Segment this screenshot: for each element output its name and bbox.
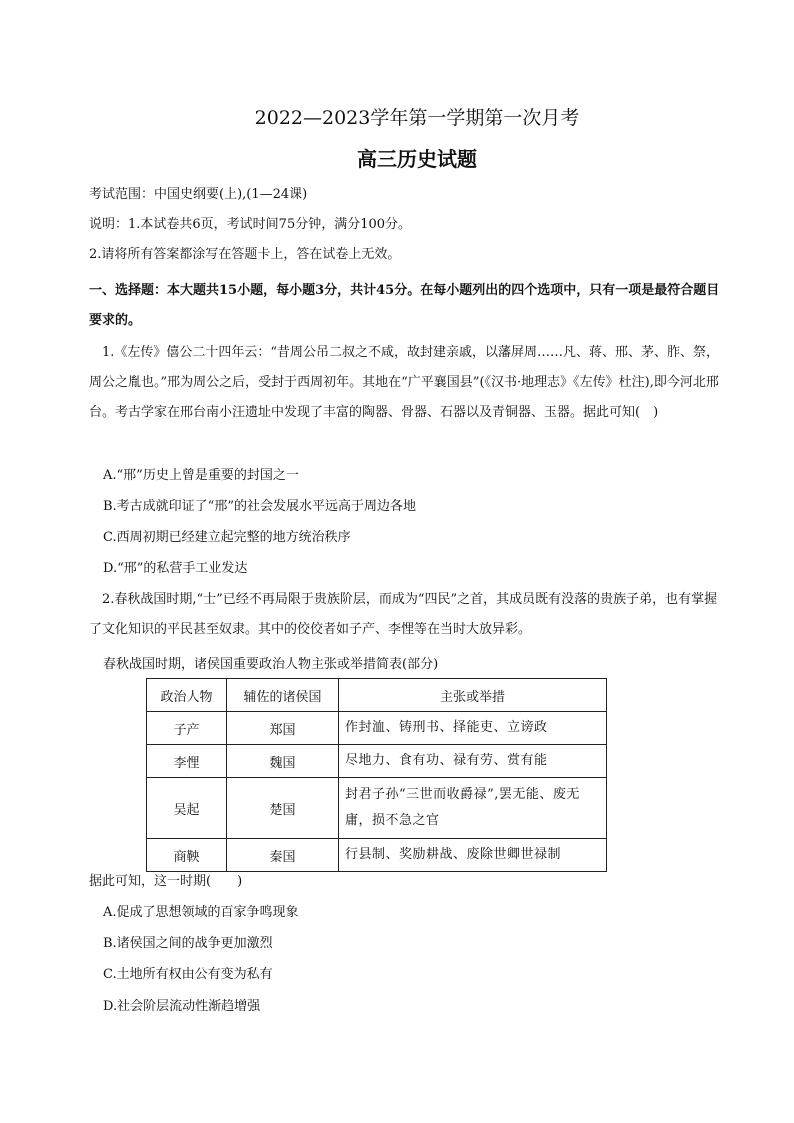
question-2-option-d: D.社会阶层流动性渐趋增强 bbox=[103, 999, 261, 1014]
exam-subtitle: 高三历史试题 bbox=[357, 147, 477, 171]
question-1-option-a: A.“邢”历史上曾是重要的封国之一 bbox=[103, 468, 299, 483]
section-heading: 一、选择题：本大题共15小题，每小题3分，共计45分。在每小题列出的四个选项中，只有一项是最符合题目要求的。 bbox=[89, 283, 720, 328]
table-cell: 作封洫、铸刑书、择能吏、立谤政 bbox=[339, 712, 607, 745]
table-header-row bbox=[147, 679, 607, 712]
exam-scope: 考试范围：中国史纲要(上),(1—24课) bbox=[89, 187, 308, 202]
table-cell: 楚国 bbox=[227, 778, 339, 839]
table-row bbox=[147, 778, 607, 839]
table-header: 辅佐的诸侯国 bbox=[227, 679, 339, 712]
question-1-option-c: C.西周初期已经建立起完整的地方统治秩序 bbox=[103, 530, 351, 545]
question-2-option-c: C.土地所有权由公有变为私有 bbox=[103, 967, 273, 982]
table-cell: 李悝 bbox=[147, 745, 227, 778]
table-cell: 行县制、奖励耕战、废除世卿世禄制 bbox=[339, 839, 607, 872]
question-2-ask: 据此可知，这一时期( ) bbox=[89, 874, 243, 889]
question-2-option-a: A.促成了思想领域的百家争鸣现象 bbox=[103, 905, 299, 920]
table-cell: 郑国 bbox=[227, 712, 339, 745]
exam-note-2: 2.请将所有答案都涂写在答题卡上，答在试卷上无效。 bbox=[89, 247, 401, 262]
table-header: 主张或举措 bbox=[339, 679, 607, 712]
exam-title: 2022—2023学年第一学期第一次月考 bbox=[254, 107, 580, 129]
exam-note-1: 说明：1.本试卷共6页，考试时间75分钟，满分100分。 bbox=[89, 217, 412, 232]
table-cell: 子产 bbox=[147, 712, 227, 745]
politicians-table bbox=[146, 678, 607, 872]
table-row bbox=[147, 745, 607, 778]
table-cell: 吴起 bbox=[147, 778, 227, 839]
table-cell: 商鞅 bbox=[147, 839, 227, 872]
question-1-stem: 1.《左传》僖公二十四年云：“昔周公吊二叔之不咸，故封建亲戚，以藩屏周……凡、蒋、邢、茅、胙、祭，周公之胤也。”邢为周公之后，受封于西周初年。其地在“广平襄国县”(《汉书·地理志》《左传》杜注),即今河北邢台。考古学家在邢台南小汪遗址中发现了丰富的陶器、骨器、石器以及青铜器、玉器。据此可知( ) bbox=[89, 345, 720, 420]
question-1-option-b: B.考古成就印证了“邢”的社会发展水平远高于周边各地 bbox=[103, 499, 416, 514]
table-cell: 魏国 bbox=[227, 745, 339, 778]
question-2-option-b: B.诸侯国之间的战争更加激烈 bbox=[103, 936, 273, 951]
table-row bbox=[147, 839, 607, 872]
table-header: 政治人物 bbox=[147, 679, 227, 712]
table-cell: 封君子孙“三世而收爵禄”,罢无能、废无庸，损不急之官 bbox=[339, 778, 607, 839]
table-caption: 春秋战国时期，诸侯国重要政治人物主张或举措简表(部分) bbox=[103, 657, 439, 672]
table-cell: 秦国 bbox=[227, 839, 339, 872]
question-1-option-d: D.“邢”的私营手工业发达 bbox=[103, 561, 248, 576]
question-2-stem: 2.春秋战国时期,“士”已经不再局限于贵族阶层，而成为“四民”之首，其成员既有没落的贵族子弟，也有掌握了文化知识的平民甚至奴隶。其中的佼佼者如子产、李悝等在当时大放异彩。 bbox=[89, 592, 718, 637]
table-cell: 尽地力、食有功、禄有劳、赏有能 bbox=[339, 745, 607, 778]
table-row bbox=[147, 712, 607, 745]
